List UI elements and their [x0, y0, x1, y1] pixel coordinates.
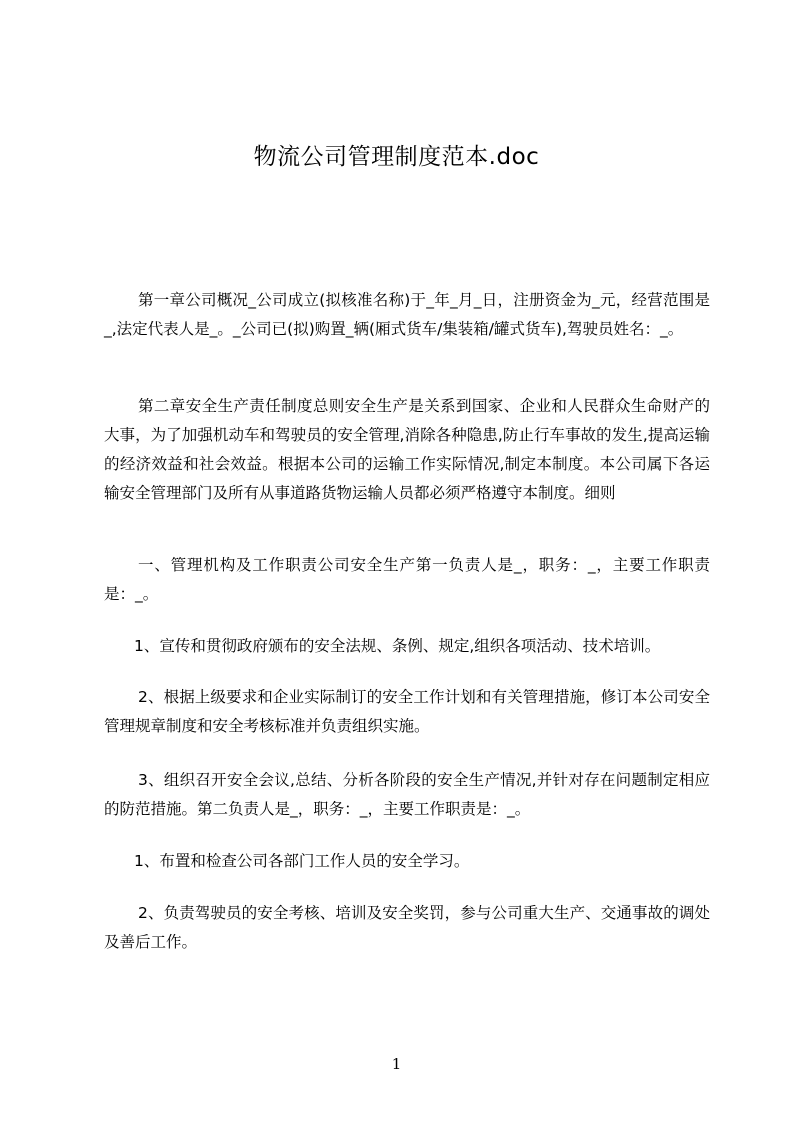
document-title: 物流公司管理制度范本.doc [253, 144, 540, 170]
paragraph-second-item-1: 1、布置和检查公司各部门工作人员的安全学习。 [134, 852, 470, 870]
paragraph-item-3: 3、组织召开安全会议,总结、分析各阶段的安全生产情况,并针对存在问题制定相应的防范措施。第二负责人是_，职务：_，主要工作职责是：_。 [104, 771, 710, 818]
paragraph-chapter-2: 第二章安全生产责任制度总则安全生产是关系到国家、企业和人民群众生命财产的大事，为了加强机动车和驾驶员的安全管理,消除各种隐患,防止行车事故的发生,提高运输的经济效益和社会效益。根据本公司的运输工作实际情况,制定本制度。本公司属下各运输安全管理部门及所有从事道路货物运输人员都必须严格遵守本制度。细则 [104, 397, 710, 502]
paragraph-item-2: 2、根据上级要求和企业实际制订的安全工作计划和有关管理措施，修订本公司安全管理规章制度和安全考核标准并负责组织实施。 [104, 688, 710, 735]
paragraph-second-item-2: 2、负责驾驶员的安全考核、培训及安全奖罚，参与公司重大生产、交通事故的调处及善后工作。 [104, 904, 710, 951]
paragraph-item-1: 1、宣传和贯彻政府颁布的安全法规、条例、规定,组织各项活动、技术培训。 [134, 637, 661, 655]
paragraph-chapter-1: 第一章公司概况_公司成立(拟核准名称)于_年_月_日，注册资金为_元，经营范围是_,法定代表人是_。_公司已(拟)购置_辆(厢式货车/集装箱/罐式货车),驾驶员姓名：_。 [104, 291, 710, 338]
page-number: 1 [391, 1055, 402, 1073]
paragraph-section-1: 一、管理机构及工作职责公司安全生产第一负责人是_，职务：_，主要工作职责是：_。 [104, 556, 710, 603]
